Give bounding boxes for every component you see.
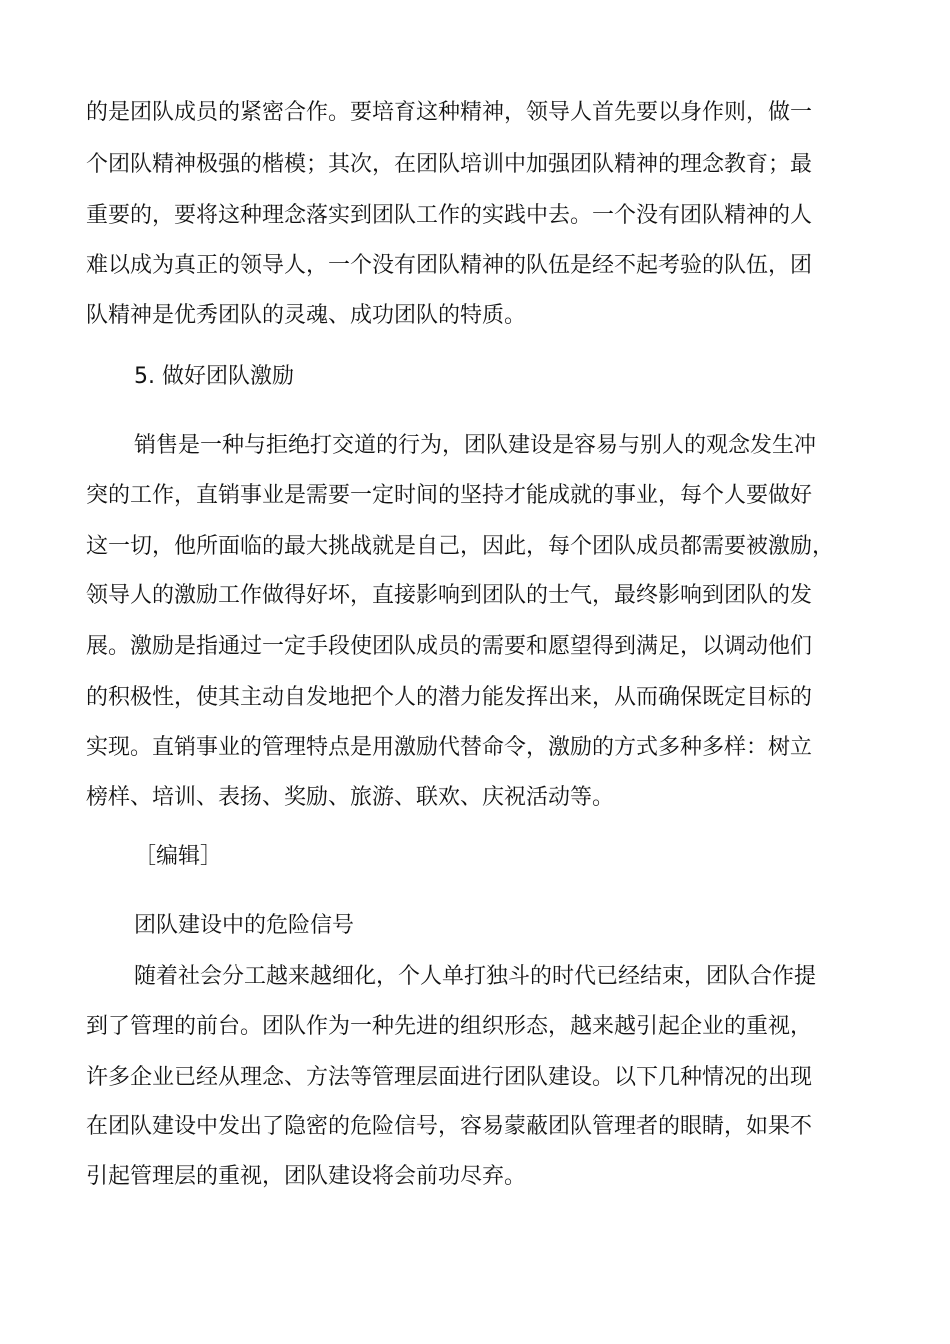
paragraph-2-line: 销售是一种与拒绝打交道的行为，团队建设是容易与别人的观念发生冲 bbox=[134, 433, 817, 458]
paragraph-2-line: 这一切，他所面临的最大挑战就是自己，因此，每个团队成员都需要被激励， bbox=[86, 534, 835, 559]
paragraph-3-line: 引起管理层的重视，团队建设将会前功尽弃。 bbox=[86, 1164, 527, 1189]
paragraph-3-line: 随着社会分工越来越细化，个人单打独斗的时代已经结束，团队合作提 bbox=[134, 964, 817, 989]
paragraph-2-line: 的积极性，使其主动自发地把个人的潜力能发挥出来，从而确保既定目标的 bbox=[86, 685, 813, 710]
paragraph-2-line: 展。激励是指通过一定手段使团队成员的需要和愿望得到满足，以调动他们 bbox=[86, 634, 813, 659]
section-heading: 团队建设中的危险信号 bbox=[134, 913, 355, 938]
paragraph-3-line: 在团队建设中发出了隐密的危险信号，容易蒙蔽团队管理者的眼睛，如果不 bbox=[86, 1114, 813, 1139]
edit-link[interactable]: ［编辑］ bbox=[134, 844, 223, 869]
paragraph-3-line: 许多企业已经从理念、方法等管理层面进行团队建设。以下几种情况的出现 bbox=[86, 1065, 813, 1090]
paragraph-2-line: 突的工作，直销事业是需要一定时间的坚持才能成就的事业，每个人要做好 bbox=[86, 483, 813, 508]
paragraph-1-line: 重要的，要将这种理念落实到团队工作的实践中去。一个没有团队精神的人 bbox=[86, 203, 813, 228]
paragraph-1-line: 队精神是优秀团队的灵魂、成功团队的特质。 bbox=[86, 303, 527, 328]
paragraph-2-line: 领导人的激励工作做得好坏，直接影响到团队的士气，最终影响到团队的发 bbox=[86, 583, 813, 608]
paragraph-1-line: 的是团队成员的紧密合作。要培育这种精神，领导人首先要以身作则，做一 bbox=[86, 100, 813, 125]
paragraph-2-line: 榜样、培训、表扬、奖励、旅游、联欢、庆祝活动等。 bbox=[86, 785, 615, 810]
paragraph-1-line: 个团队精神极强的楷模；其次，在团队培训中加强团队精神的理念教育；最 bbox=[86, 152, 813, 177]
paragraph-3-line: 到了管理的前台。团队作为一种先进的组织形态，越来越引起企业的重视， bbox=[86, 1014, 813, 1039]
paragraph-1-line: 难以成为真正的领导人，一个没有团队精神的队伍是经不起考验的队伍，团 bbox=[86, 253, 813, 278]
paragraph-2-line: 实现。直销事业的管理特点是用激励代替命令，激励的方式多种多样：树立 bbox=[86, 735, 813, 760]
section-5-heading: 5. 做好团队激励 bbox=[134, 364, 294, 389]
